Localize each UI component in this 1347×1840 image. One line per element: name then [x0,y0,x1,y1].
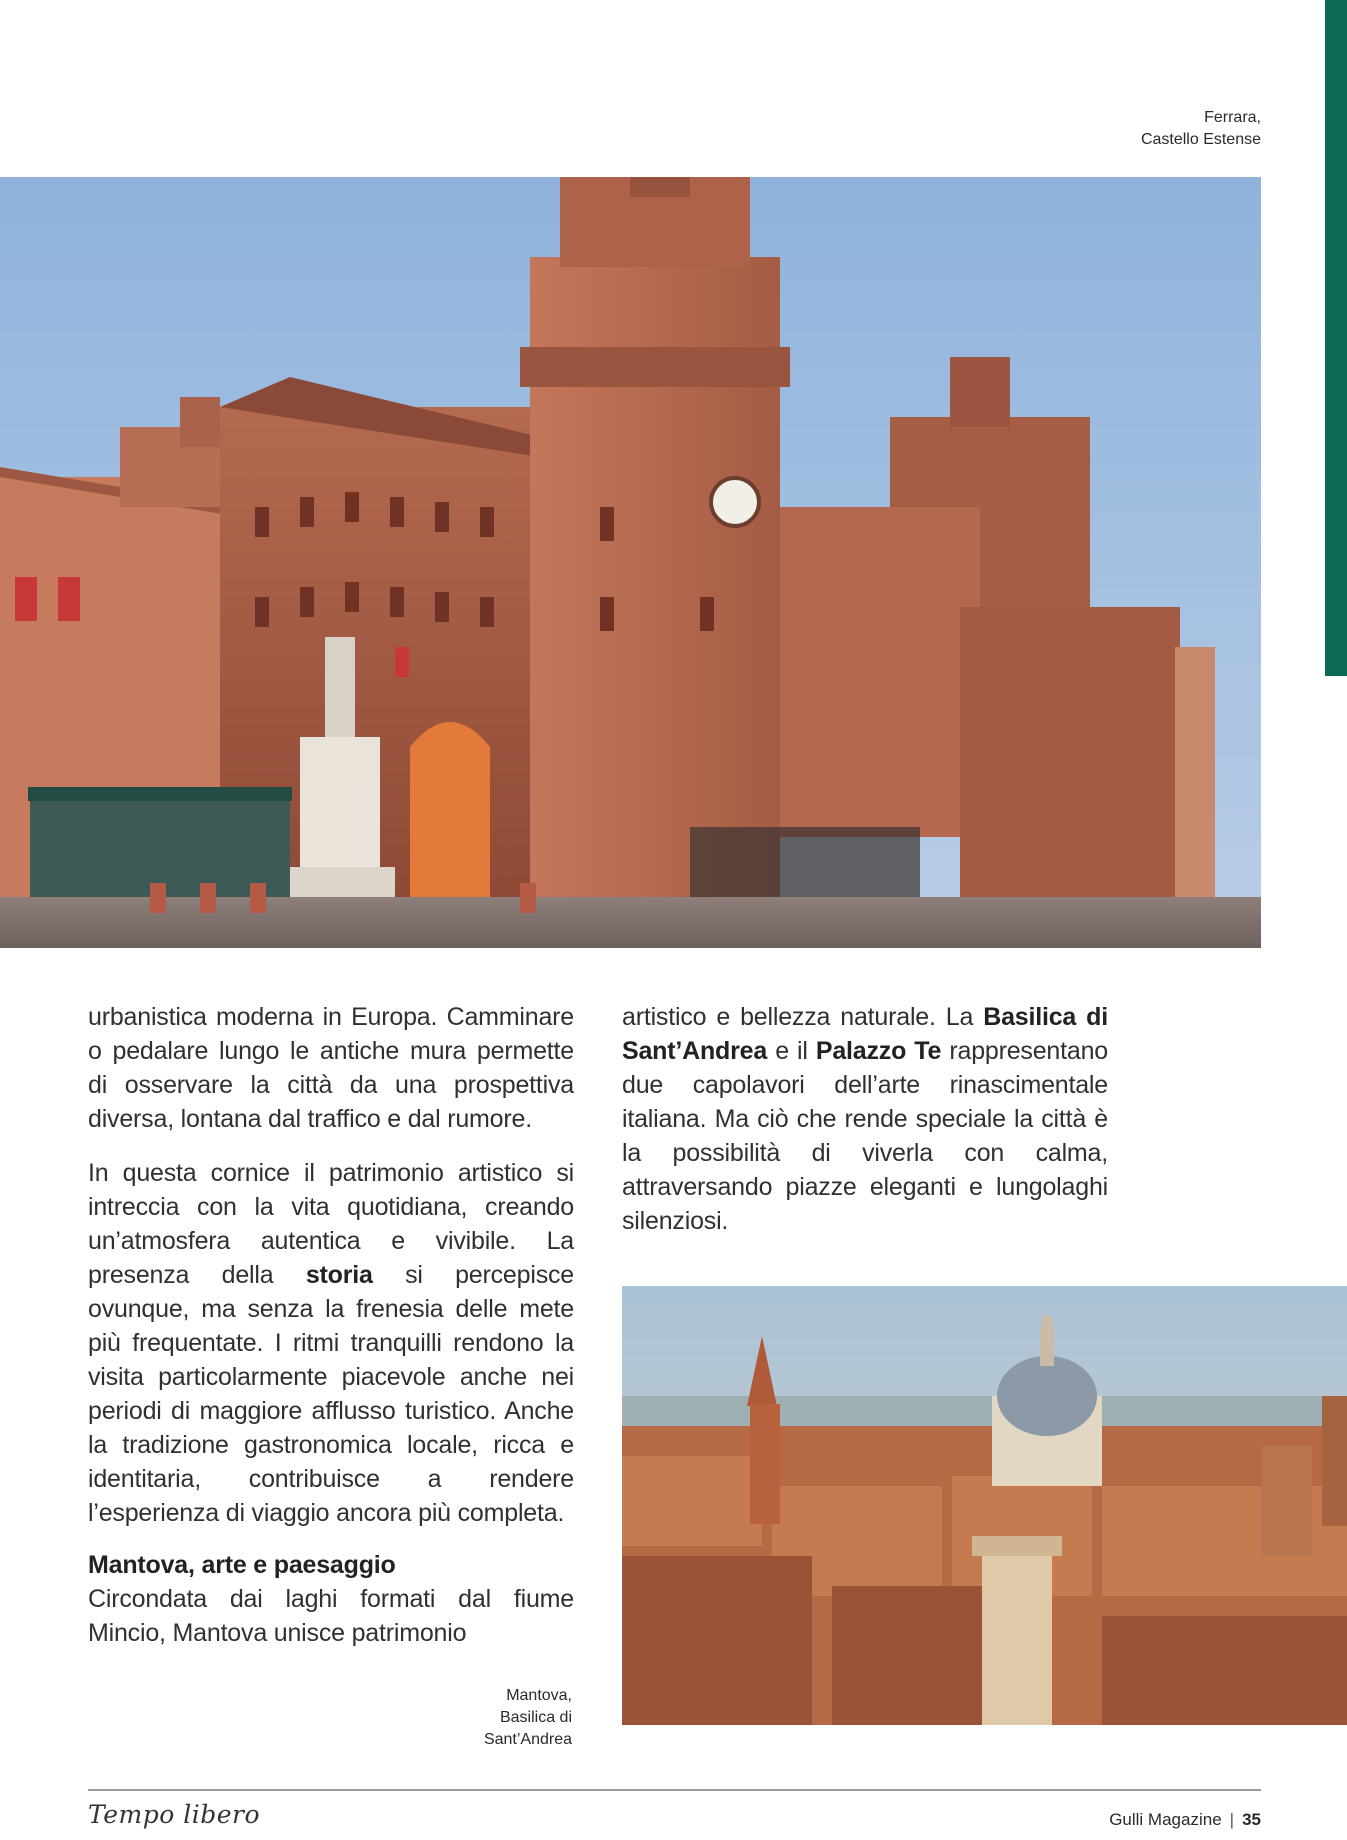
paragraph: Circondata dai laghi formati dal fiume Mincio, Mantova unisce patrimonio [88,1585,574,1647]
bold-term: Basilica di Sant’Andrea [622,1003,1108,1065]
paragraph [622,1000,1108,1238]
caption-line: Castello Estense [1140,131,1261,148]
text-run: In questa cornice il patrimonio artistico si intreccia con la vita quotidiana, creando un’atmosfera autentica e vivibile. La presenza della [88,1159,574,1289]
page-number: 35 [1242,1810,1261,1829]
article-column-right [622,1000,1108,1238]
photo-mantova-basilica [622,1286,1347,1725]
photo-caption-mantova [396,1685,572,1751]
section-subheading: Mantova, arte e paesaggio [88,1551,396,1579]
bold-term: Palazzo Te [815,1037,942,1065]
footer-separator: | [1229,1810,1235,1829]
footer-divider [88,1789,1261,1791]
caption-line: Mantova, [506,1687,572,1704]
text-run: si percepisce ovunque, ma senza la frenesia delle mete più frequentate. I ritmi tranquilli rendono la visita particolarmente piacevole anche nei periodi di maggiore afflusso turistico. Anche la tradizione gastronomica locale, ricca e identitaria, contribuisce a rendere l’esperienza di viaggio ancora più completa. [88,1261,574,1527]
magazine-name: Gulli Magazine [1109,1810,1222,1829]
text-run: e il [767,1037,816,1065]
text-run: rappresentano due capolavori dell’arte rinascimentale italiana. Ma ciò che rende speciale la città è la possibilità di viverla con calma, attraversando piazze eleganti e lungolaghi silenziosi. [622,1037,1108,1235]
paragraph [88,1156,574,1530]
footer-section-title: Tempo libero [88,1800,261,1829]
bold-term: storia [305,1261,373,1289]
section-edge-tab [1325,0,1347,676]
footer-pagination [1109,1810,1261,1830]
caption-line: Basilica di [499,1709,572,1726]
caption-line: Ferrara, [1204,109,1261,126]
article-column-left [88,1000,574,1650]
caption-line: Sant’Andrea [483,1731,572,1748]
photo-caption-ferrara [1001,107,1261,151]
text-run: artistico e bellezza naturale. La [622,1003,984,1031]
paragraph: urbanistica moderna in Europa. Camminare o pedalare lungo le antiche mura permette di osservare la città da una prospettiva diversa, lontana dal traffico e dal rumore. [88,1003,574,1133]
photo-ferrara-castello-estense [0,177,1261,948]
